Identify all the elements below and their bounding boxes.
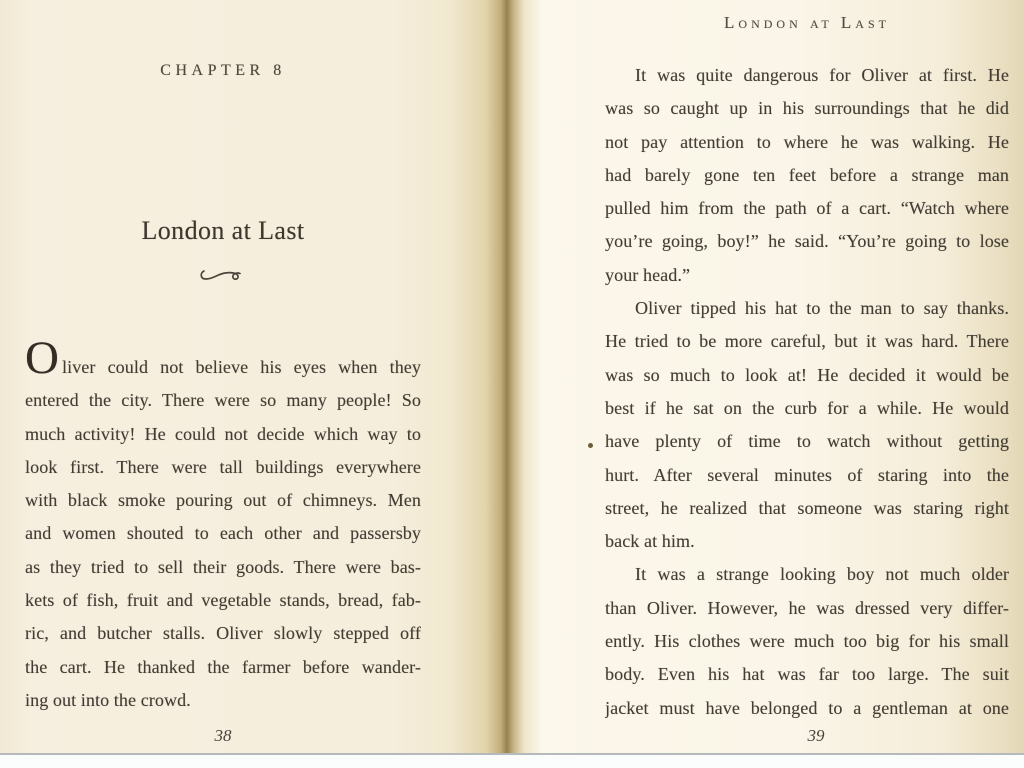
photo-bottom-edge bbox=[0, 753, 1024, 768]
text-line: and women shouted to each other and passersby bbox=[25, 523, 421, 544]
dropcap-initial: O bbox=[25, 332, 59, 384]
text-line: entered the city. There were so many people! So bbox=[25, 390, 421, 411]
text-line: your head.” bbox=[605, 264, 691, 285]
text-line: ently. His clothes were much too big for his small bbox=[605, 631, 1009, 652]
text-line: jacket must have belonged to a gentleman at one bbox=[605, 697, 1009, 718]
text-line: look first. There were tall buildings everywhere bbox=[25, 456, 421, 477]
right-page bbox=[605, 0, 1009, 755]
text-line: body. Even his hat was far too large. The suit bbox=[605, 664, 1009, 685]
text-line: It was a strange looking boy not much older bbox=[635, 564, 1009, 585]
text-line: Oliver tipped his hat to the man to say thanks. bbox=[635, 298, 1009, 319]
running-header: London at Last bbox=[724, 13, 890, 32]
text-line: It was quite dangerous for Oliver at first. He bbox=[635, 65, 1009, 85]
text-line: liver could not believe his eyes when they bbox=[62, 357, 421, 377]
text-line: was so caught up in his surroundings that he did bbox=[605, 98, 1009, 119]
chapter-heading: CHAPTER 8 bbox=[160, 62, 286, 79]
swash-ornament-icon bbox=[25, 266, 421, 291]
text-line: pulled him from the path of a cart. “Watch where bbox=[605, 198, 1009, 219]
text-line: was so much to look at! He decided it would be bbox=[605, 364, 1009, 385]
text-line: best if he sat on the curb for a while. He would bbox=[605, 397, 1009, 418]
text-line: as they tried to sell their goods. There were bas- bbox=[25, 556, 421, 577]
text-line: than Oliver. However, he was dressed very differ- bbox=[605, 597, 1009, 618]
page-number-left: 38 bbox=[214, 726, 232, 745]
paragraph bbox=[605, 59, 1009, 292]
page-number-right: 39 bbox=[807, 726, 825, 745]
text-line: ing out into the crowd. bbox=[25, 689, 191, 710]
text-line: ric, and butcher stalls. Oliver slowly stepped off bbox=[25, 623, 421, 644]
text-line: back at him. bbox=[605, 531, 695, 552]
paragraph bbox=[605, 558, 1009, 724]
left-page bbox=[25, 0, 421, 755]
text-line: have plenty of time to watch without getting bbox=[605, 431, 1009, 452]
text-line: hurt. After several minutes of staring into the bbox=[605, 464, 1009, 485]
text-line: had barely gone ten feet before a strange man bbox=[605, 164, 1009, 185]
text-line: you’re going, boy!” he said. “You’re going to lose bbox=[605, 231, 1009, 252]
chapter-title: London at Last bbox=[141, 216, 305, 245]
text-line: kets of fish, fruit and vegetable stands, bread, fab- bbox=[25, 590, 421, 611]
ink-speck bbox=[588, 443, 593, 448]
paragraph bbox=[605, 292, 1009, 558]
text-line: much activity! He could not decide which way to bbox=[25, 423, 421, 444]
text-line: He tried to be more careful, but it was hard. There bbox=[605, 331, 1009, 352]
left-page-text bbox=[25, 351, 421, 717]
text-line: with black smoke pouring out of chimneys. Men bbox=[25, 490, 421, 511]
right-page-text bbox=[605, 59, 1009, 725]
text-line: street, he realized that someone was staring right bbox=[605, 497, 1009, 518]
text-line: not pay attention to where he was walking. He bbox=[605, 131, 1009, 152]
text-line: the cart. He thanked the farmer before wander- bbox=[25, 656, 421, 677]
